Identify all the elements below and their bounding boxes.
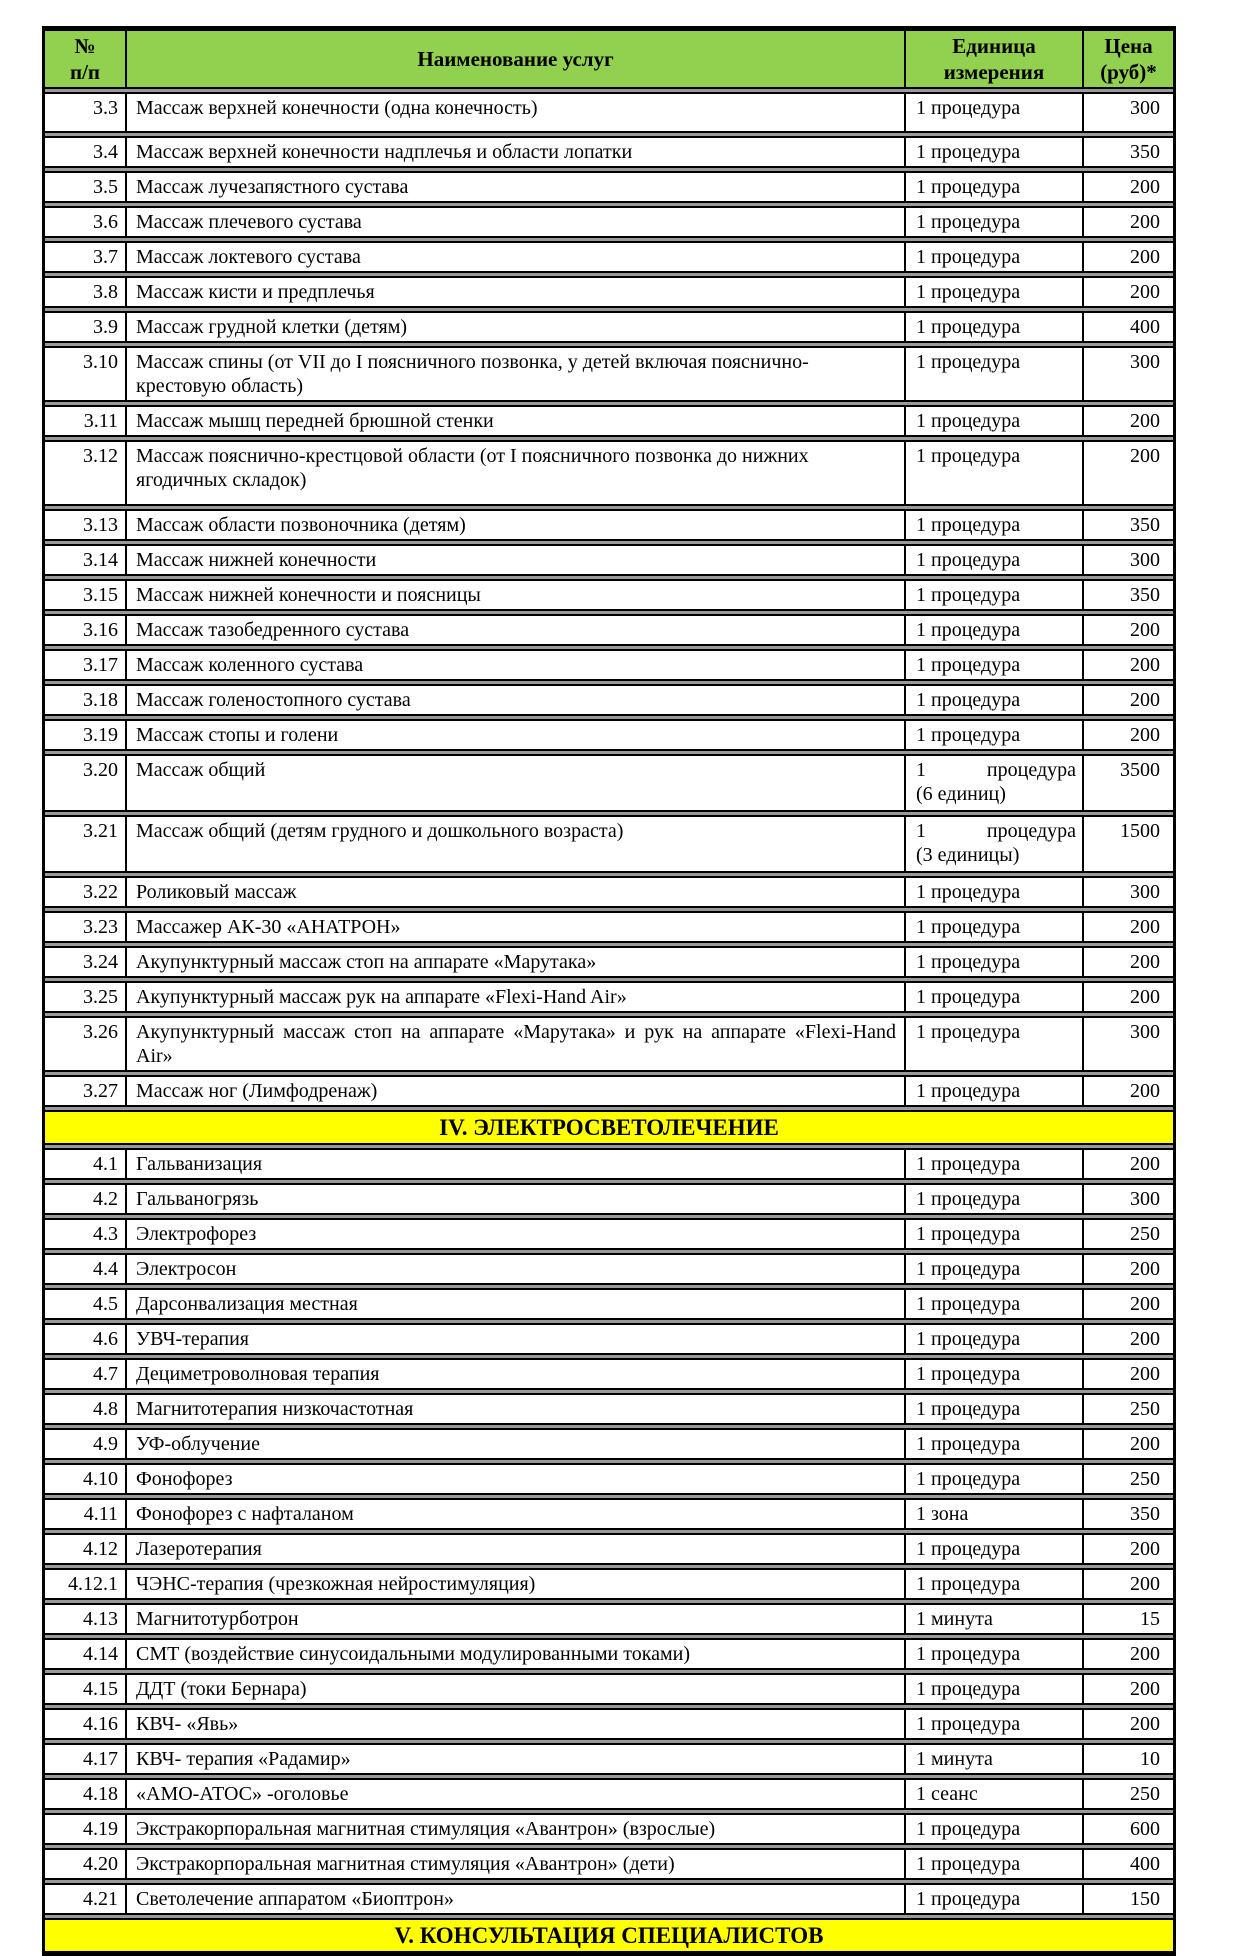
price-value: 200 bbox=[1130, 445, 1160, 467]
unit-of-measure: 1 процедура bbox=[906, 1290, 1084, 1318]
unit-of-measure: 1 процедура bbox=[906, 651, 1084, 679]
price-value: 200 bbox=[1130, 1328, 1160, 1350]
row-number: 3.4 bbox=[45, 138, 127, 166]
price-value: 200 bbox=[1130, 211, 1160, 233]
unit-of-measure: 1 процедура bbox=[906, 1850, 1084, 1878]
price-value: 200 bbox=[1130, 916, 1160, 938]
service-name: Массаж нижней конечности bbox=[127, 546, 906, 574]
service-name: Светолечение аппаратом «Биоптрон» bbox=[127, 1885, 906, 1913]
price-value: 200 bbox=[1130, 1678, 1160, 1700]
service-name: Магнитотерапия низкочастотная bbox=[127, 1395, 906, 1423]
unit-of-measure: 1 процедура bbox=[906, 348, 1084, 400]
table-row bbox=[45, 876, 1173, 908]
service-name: Магнитотурботрон bbox=[127, 1605, 906, 1633]
header-price-line1: Цена bbox=[1104, 34, 1153, 58]
unit-of-measure: 1 процедура bbox=[906, 208, 1084, 236]
unit-of-measure: 1 процедура bbox=[906, 581, 1084, 609]
row-number: 4.12 bbox=[45, 1535, 127, 1563]
table-row bbox=[45, 1743, 1173, 1775]
unit-of-measure: 1 процедура bbox=[906, 1185, 1084, 1213]
unit-of-measure: 1 процедура bbox=[906, 1535, 1084, 1563]
service-name: Дециметроволновая терапия bbox=[127, 1360, 906, 1388]
service-name: Массаж пояснично-крестцовой области (от I поясничного позвонка до нижних ягодичных складок) bbox=[127, 442, 906, 504]
service-name: Массаж общий bbox=[127, 756, 906, 810]
header-number-line2: п/п bbox=[69, 60, 101, 84]
table-header-row bbox=[45, 29, 1173, 89]
table-row bbox=[45, 684, 1173, 716]
price-value: 200 bbox=[1130, 986, 1160, 1008]
price-value: 250 bbox=[1130, 1223, 1160, 1245]
table-row bbox=[45, 579, 1173, 611]
unit-of-measure: 1 процедура bbox=[906, 878, 1084, 906]
table-row bbox=[45, 206, 1173, 238]
unit-of-measure: 1 процедура bbox=[906, 721, 1084, 749]
unit-of-measure: 1 процедура bbox=[906, 138, 1084, 166]
price-value: 200 bbox=[1130, 654, 1160, 676]
unit-of-measure bbox=[906, 756, 1084, 810]
unit-of-measure: 1 процедура bbox=[906, 1395, 1084, 1423]
service-name: Массаж стопы и голени bbox=[127, 721, 906, 749]
unit-of-measure: 1 процедура bbox=[906, 407, 1084, 435]
unit-line1: 1 процедура bbox=[916, 820, 1076, 842]
unit-of-measure: 1 процедура bbox=[906, 1077, 1084, 1105]
unit-of-measure: 1 процедура bbox=[906, 1150, 1084, 1178]
row-number: 4.1 bbox=[45, 1150, 127, 1178]
table-row bbox=[45, 1148, 1173, 1180]
service-name: Массаж коленного сустава bbox=[127, 651, 906, 679]
table-row bbox=[45, 1673, 1173, 1705]
row-number: 3.6 bbox=[45, 208, 127, 236]
unit-of-measure: 1 процедура bbox=[906, 1255, 1084, 1283]
table-row bbox=[45, 92, 1173, 133]
row-number: 4.17 bbox=[45, 1745, 127, 1773]
header-unit-column bbox=[906, 31, 1084, 87]
service-name: Экстракорпоральная магнитная стимуляция «Авантрон» (дети) bbox=[127, 1850, 906, 1878]
table-row bbox=[45, 405, 1173, 437]
row-number: 3.17 bbox=[45, 651, 127, 679]
service-name: Массаж локтевого сустава bbox=[127, 243, 906, 271]
row-number: 4.5 bbox=[45, 1290, 127, 1318]
row-number: 3.9 bbox=[45, 313, 127, 341]
table-row bbox=[45, 1075, 1173, 1107]
table-row bbox=[45, 1603, 1173, 1635]
price-value: 200 bbox=[1130, 1258, 1160, 1280]
row-number: 3.21 bbox=[45, 817, 127, 871]
unit-of-measure: 1 процедура bbox=[906, 313, 1084, 341]
header-number-column bbox=[45, 31, 127, 87]
price-value: 400 bbox=[1130, 316, 1160, 338]
table-row bbox=[45, 1323, 1173, 1355]
row-number: 3.25 bbox=[45, 983, 127, 1011]
price-value: 250 bbox=[1130, 1398, 1160, 1420]
service-name: Акупунктурный массаж стоп на аппарате «Марутака» и рук на аппарате «Flexi-Hand Air» bbox=[127, 1018, 906, 1070]
service-name: Акупунктурный массаж рук на аппарате «Flexi-Hand Air» bbox=[127, 983, 906, 1011]
unit-line1: 1 процедура bbox=[916, 759, 1076, 781]
service-name: КВЧ- «Явь» bbox=[127, 1710, 906, 1738]
unit-of-measure: 1 зона bbox=[906, 1500, 1084, 1528]
service-name: УФ-облучение bbox=[127, 1430, 906, 1458]
unit-of-measure: 1 минута bbox=[906, 1745, 1084, 1773]
price-value: 200 bbox=[1130, 1080, 1160, 1102]
price-value: 350 bbox=[1130, 141, 1160, 163]
table-row bbox=[45, 1883, 1173, 1915]
table-row bbox=[45, 1218, 1173, 1250]
service-name: Массаж верхней конечности надплечья и области лопатки bbox=[127, 138, 906, 166]
price-value: 150 bbox=[1130, 1888, 1160, 1910]
row-number: 4.7 bbox=[45, 1360, 127, 1388]
unit-of-measure: 1 процедура bbox=[906, 1430, 1084, 1458]
row-number: 4.6 bbox=[45, 1325, 127, 1353]
header-service-column bbox=[127, 31, 906, 87]
service-name: Массаж плечевого сустава bbox=[127, 208, 906, 236]
row-number: 3.5 bbox=[45, 173, 127, 201]
service-name: ЧЭНС-терапия (чрезкожная нейростимуляция) bbox=[127, 1570, 906, 1598]
price-value: 200 bbox=[1130, 246, 1160, 268]
table-row bbox=[45, 1708, 1173, 1740]
price-value: 10 bbox=[1140, 1748, 1160, 1770]
unit-of-measure: 1 минута bbox=[906, 1605, 1084, 1633]
price-value: 300 bbox=[1130, 1188, 1160, 1210]
unit-of-measure: 1 процедура bbox=[906, 511, 1084, 539]
row-number: 4.2 bbox=[45, 1185, 127, 1213]
row-number: 4.19 bbox=[45, 1815, 127, 1843]
row-number: 3.18 bbox=[45, 686, 127, 714]
row-number: 3.27 bbox=[45, 1077, 127, 1105]
table-row bbox=[45, 1533, 1173, 1565]
unit-of-measure bbox=[906, 817, 1084, 871]
unit-of-measure: 1 сеанс bbox=[906, 1780, 1084, 1808]
service-name: Массаж грудной клетки (детям) bbox=[127, 313, 906, 341]
row-number: 4.3 bbox=[45, 1220, 127, 1248]
unit-line2: (6 единиц) bbox=[916, 783, 1006, 805]
price-value: 15 bbox=[1140, 1608, 1160, 1630]
table-row bbox=[45, 754, 1173, 812]
row-number: 3.15 bbox=[45, 581, 127, 609]
row-number: 3.8 bbox=[45, 278, 127, 306]
price-value: 1500 bbox=[1120, 820, 1160, 842]
service-name: Массаж нижней конечности и поясницы bbox=[127, 581, 906, 609]
service-name: Лазеротерапия bbox=[127, 1535, 906, 1563]
unit-of-measure: 1 процедура bbox=[906, 173, 1084, 201]
price-value: 200 bbox=[1130, 1153, 1160, 1175]
table-row bbox=[45, 1428, 1173, 1460]
price-value: 200 bbox=[1130, 724, 1160, 746]
price-value: 300 bbox=[1130, 881, 1160, 903]
price-value: 200 bbox=[1130, 1363, 1160, 1385]
service-name: Массаж мышц передней брюшной стенки bbox=[127, 407, 906, 435]
service-name: Массаж ног (Лимфодренаж) bbox=[127, 1077, 906, 1105]
unit-of-measure: 1 процедура bbox=[906, 1220, 1084, 1248]
table-row bbox=[45, 276, 1173, 308]
row-number: 4.9 bbox=[45, 1430, 127, 1458]
header-price-line2: (руб)* bbox=[1100, 60, 1157, 84]
table-row bbox=[45, 1253, 1173, 1285]
service-name: Гальванизация bbox=[127, 1150, 906, 1178]
price-value: 200 bbox=[1130, 176, 1160, 198]
service-name: Электросон bbox=[127, 1255, 906, 1283]
unit-of-measure: 1 процедура bbox=[906, 1325, 1084, 1353]
table-row bbox=[45, 1288, 1173, 1320]
row-number: 4.14 bbox=[45, 1640, 127, 1668]
table-row bbox=[45, 241, 1173, 273]
table-row bbox=[45, 311, 1173, 343]
row-number: 3.10 bbox=[45, 348, 127, 400]
service-name: Массаж общий (детям грудного и дошкольного возраста) bbox=[127, 817, 906, 871]
header-unit-line2: измерения bbox=[943, 60, 1045, 84]
unit-of-measure: 1 процедура bbox=[906, 1885, 1084, 1913]
table-row bbox=[45, 544, 1173, 576]
row-number: 3.23 bbox=[45, 913, 127, 941]
row-number: 4.8 bbox=[45, 1395, 127, 1423]
unit-of-measure: 1 процедура bbox=[906, 1570, 1084, 1598]
service-name: УВЧ-терапия bbox=[127, 1325, 906, 1353]
table-row bbox=[45, 1498, 1173, 1530]
unit-of-measure: 1 процедура bbox=[906, 278, 1084, 306]
price-value: 200 bbox=[1130, 1573, 1160, 1595]
table-row bbox=[45, 346, 1173, 402]
service-name: Массаж области позвоночника (детям) bbox=[127, 511, 906, 539]
section-header-row bbox=[45, 1110, 1173, 1145]
price-value: 400 bbox=[1130, 1853, 1160, 1875]
price-value: 300 bbox=[1130, 351, 1160, 373]
row-number: 3.26 bbox=[45, 1018, 127, 1070]
row-number: 3.19 bbox=[45, 721, 127, 749]
section-title: V. КОНСУЛЬТАЦИЯ СПЕЦИАЛИСТОВ bbox=[394, 1922, 824, 1948]
service-name: КВЧ- терапия «Радамир» bbox=[127, 1745, 906, 1773]
header-price-column bbox=[1084, 31, 1173, 87]
row-number: 4.20 bbox=[45, 1850, 127, 1878]
unit-of-measure: 1 процедура bbox=[906, 94, 1084, 131]
price-value: 3500 bbox=[1120, 759, 1160, 781]
table-row bbox=[45, 911, 1173, 943]
table-row bbox=[45, 614, 1173, 646]
table-row bbox=[45, 1016, 1173, 1072]
price-value: 250 bbox=[1130, 1468, 1160, 1490]
unit-of-measure: 1 процедура bbox=[906, 983, 1084, 1011]
table-row bbox=[45, 1393, 1173, 1425]
table-row bbox=[45, 1813, 1173, 1845]
price-list-table bbox=[42, 26, 1176, 1956]
row-number: 3.7 bbox=[45, 243, 127, 271]
service-name: Массаж спины (от VII до I поясничного позвонка, у детей включая пояснично-крестовую область) bbox=[127, 348, 906, 400]
service-name: Массаж верхней конечности (одна конечность) bbox=[127, 94, 906, 131]
row-number: 3.3 bbox=[45, 94, 127, 131]
service-name: Дарсонвализация местная bbox=[127, 1290, 906, 1318]
price-value: 300 bbox=[1130, 1021, 1160, 1043]
header-service-label: Наименование услуг bbox=[417, 47, 614, 71]
header-unit-line1: Единица bbox=[952, 34, 1036, 58]
table-row bbox=[45, 1358, 1173, 1390]
row-number: 4.16 bbox=[45, 1710, 127, 1738]
table-row bbox=[45, 946, 1173, 978]
unit-of-measure: 1 процедура bbox=[906, 1815, 1084, 1843]
unit-of-measure: 1 процедура bbox=[906, 913, 1084, 941]
service-name: Электрофорез bbox=[127, 1220, 906, 1248]
row-number: 3.14 bbox=[45, 546, 127, 574]
service-name: Массаж голеностопного сустава bbox=[127, 686, 906, 714]
service-name: Акупунктурный массаж стоп на аппарате «Марутака» bbox=[127, 948, 906, 976]
row-number: 3.22 bbox=[45, 878, 127, 906]
header-number-line1: № bbox=[74, 34, 96, 58]
unit-of-measure: 1 процедура bbox=[906, 1710, 1084, 1738]
row-number: 3.11 bbox=[45, 407, 127, 435]
unit-of-measure: 1 процедура bbox=[906, 1675, 1084, 1703]
service-name: ДДТ (токи Бернара) bbox=[127, 1675, 906, 1703]
row-number: 4.13 bbox=[45, 1605, 127, 1633]
service-name: Фонофорез bbox=[127, 1465, 906, 1493]
service-name: Роликовый массаж bbox=[127, 878, 906, 906]
row-number: 4.11 bbox=[45, 1500, 127, 1528]
row-number: 4.4 bbox=[45, 1255, 127, 1283]
row-number: 3.20 bbox=[45, 756, 127, 810]
price-value: 350 bbox=[1130, 1503, 1160, 1525]
service-name: Массаж тазобедренного сустава bbox=[127, 616, 906, 644]
service-name: Массаж кисти и предплечья bbox=[127, 278, 906, 306]
price-value: 200 bbox=[1130, 619, 1160, 641]
row-number: 4.10 bbox=[45, 1465, 127, 1493]
table-row bbox=[45, 136, 1173, 168]
price-value: 200 bbox=[1130, 1713, 1160, 1735]
row-number: 4.15 bbox=[45, 1675, 127, 1703]
table-row bbox=[45, 1848, 1173, 1880]
table-row bbox=[45, 440, 1173, 506]
table-row bbox=[45, 719, 1173, 751]
row-number: 3.24 bbox=[45, 948, 127, 976]
row-number: 3.13 bbox=[45, 511, 127, 539]
price-value: 600 bbox=[1130, 1818, 1160, 1840]
service-name: Экстракорпоральная магнитная стимуляция «Авантрон» (взрослые) bbox=[127, 1815, 906, 1843]
service-name: Фонофорез с нафталаном bbox=[127, 1500, 906, 1528]
price-value: 200 bbox=[1130, 1293, 1160, 1315]
price-value: 200 bbox=[1130, 689, 1160, 711]
price-value: 200 bbox=[1130, 410, 1160, 432]
row-number: 4.12.1 bbox=[45, 1570, 127, 1598]
unit-of-measure: 1 процедура bbox=[906, 1640, 1084, 1668]
row-number: 3.16 bbox=[45, 616, 127, 644]
service-name: Массажер АК-30 «АНАТРОН» bbox=[127, 913, 906, 941]
table-row bbox=[45, 1183, 1173, 1215]
price-value: 200 bbox=[1130, 1538, 1160, 1560]
row-number: 4.21 bbox=[45, 1885, 127, 1913]
service-name: Массаж лучезапястного сустава bbox=[127, 173, 906, 201]
unit-of-measure: 1 процедура bbox=[906, 948, 1084, 976]
price-value: 200 bbox=[1130, 1433, 1160, 1455]
service-name: СМТ (воздействие синусоидальными модулированными токами) bbox=[127, 1640, 906, 1668]
price-value: 200 bbox=[1130, 1643, 1160, 1665]
table-row bbox=[45, 649, 1173, 681]
table-row bbox=[45, 1463, 1173, 1495]
price-value: 350 bbox=[1130, 584, 1160, 606]
table-row bbox=[45, 981, 1173, 1013]
table-row bbox=[45, 1778, 1173, 1810]
price-value: 350 bbox=[1130, 514, 1160, 536]
table-row bbox=[45, 1568, 1173, 1600]
section-title: IV. ЭЛЕКТРОСВЕТОЛЕЧЕНИЕ bbox=[439, 1114, 779, 1140]
row-number: 4.18 bbox=[45, 1780, 127, 1808]
service-name: «АМО-АТОС» -оголовье bbox=[127, 1780, 906, 1808]
unit-line2: (3 единицы) bbox=[916, 844, 1020, 866]
table-row bbox=[45, 509, 1173, 541]
unit-of-measure: 1 процедура bbox=[906, 546, 1084, 574]
unit-of-measure: 1 процедура bbox=[906, 1018, 1084, 1070]
price-value: 250 bbox=[1130, 1783, 1160, 1805]
price-value: 300 bbox=[1130, 97, 1160, 119]
unit-of-measure: 1 процедура bbox=[906, 686, 1084, 714]
service-name: Гальваногрязь bbox=[127, 1185, 906, 1213]
unit-of-measure: 1 процедура bbox=[906, 442, 1084, 504]
unit-of-measure: 1 процедура bbox=[906, 616, 1084, 644]
price-value: 200 bbox=[1130, 281, 1160, 303]
table-row bbox=[45, 1638, 1173, 1670]
table-row bbox=[45, 815, 1173, 873]
unit-of-measure: 1 процедура bbox=[906, 243, 1084, 271]
price-value: 300 bbox=[1130, 549, 1160, 571]
unit-of-measure: 1 процедура bbox=[906, 1465, 1084, 1493]
table-row bbox=[45, 171, 1173, 203]
section-header-row bbox=[45, 1918, 1173, 1953]
row-number: 3.12 bbox=[45, 442, 127, 504]
unit-of-measure: 1 процедура bbox=[906, 1360, 1084, 1388]
price-value: 200 bbox=[1130, 951, 1160, 973]
